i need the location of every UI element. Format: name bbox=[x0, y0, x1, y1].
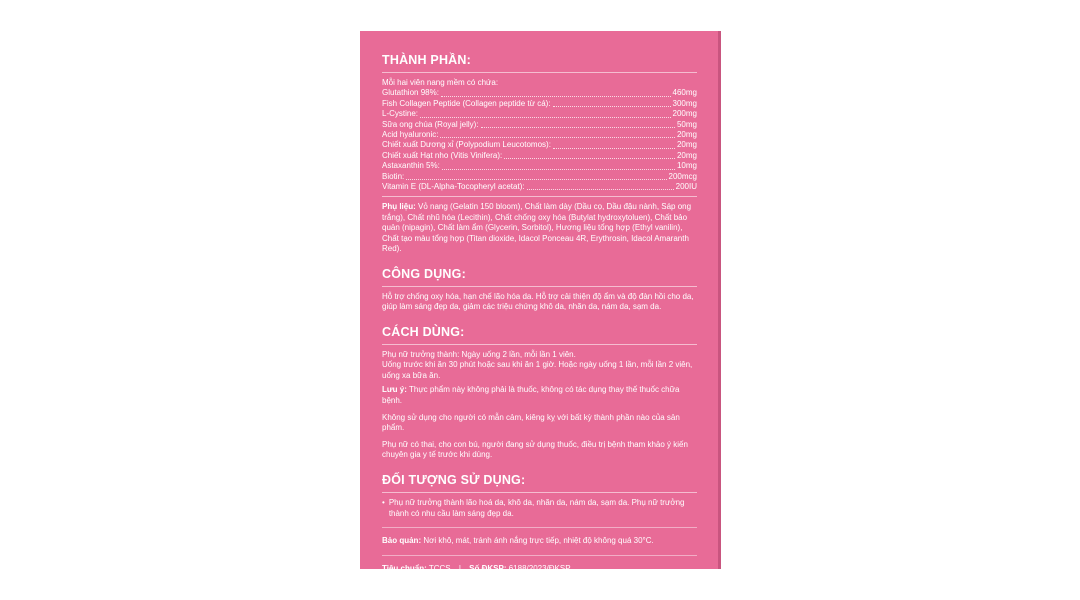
weight-line bbox=[382, 591, 697, 600]
standard-value: TCCS bbox=[428, 563, 451, 573]
registration-label: Số ĐKSP: bbox=[469, 563, 507, 573]
dot-leader bbox=[440, 137, 675, 138]
divider bbox=[382, 196, 697, 197]
target-section bbox=[382, 473, 697, 519]
target-item bbox=[382, 498, 697, 519]
directions-dose-2: Uống trước khi ăn 30 phút hoặc sau khi ăn 1 giờ. Hoặc ngày uống 1 lần, mỗi lần 2 viên, uống xa bữa ăn. bbox=[382, 360, 693, 380]
composition-title: THÀNH PHẦN: bbox=[382, 53, 471, 67]
directions-warning-1: Không sử dụng cho người có mẫn cảm, kiêng kỵ với bất kỳ thành phần nào của sản phẩm. bbox=[382, 412, 680, 433]
uses-title: CÔNG DỤNG: bbox=[382, 266, 466, 281]
ingredient-amount: 200IU bbox=[675, 182, 697, 192]
ingredient-colon: : bbox=[476, 119, 479, 129]
bullet-icon: • bbox=[382, 498, 385, 508]
ingredient-amount: 20mg bbox=[676, 130, 697, 140]
ingredient-colon: : bbox=[548, 140, 551, 150]
target-text: Phụ nữ trưởng thành lão hoá da, khô da, nhăn da, nám da, sạm da. Phụ nữ trưởng thành có nhu cầu làm sáng đẹp da. bbox=[388, 498, 685, 518]
ingredient-row bbox=[382, 151, 697, 161]
dot-leader bbox=[527, 189, 674, 190]
dot-leader bbox=[406, 179, 666, 180]
divider bbox=[382, 555, 697, 556]
ingredient-name: Glutathion 98% bbox=[382, 88, 437, 98]
dot-leader bbox=[553, 106, 671, 107]
weight-value: 1450 mg ± 7,5% bbox=[556, 591, 615, 600]
dot-leader bbox=[442, 169, 675, 170]
directions-dose-1: Phụ nữ trưởng thành: Ngày uống 2 lần, mỗi lần 1 viên. bbox=[382, 349, 576, 359]
ingredient-amount: 10mg bbox=[676, 161, 697, 171]
product-box-back bbox=[360, 31, 719, 600]
excipients-label: Phụ liệu: bbox=[382, 202, 416, 212]
divider bbox=[382, 286, 697, 287]
ingredient-row bbox=[382, 172, 697, 182]
ingredient-name: Fish Collagen Peptide (Collagen peptide từ cá) bbox=[382, 98, 549, 108]
standard-line bbox=[382, 564, 697, 575]
ingredient-colon: : bbox=[522, 182, 525, 192]
ingredient-name: Chiết xuất Dương xỉ (Polypodium Leucotomos) bbox=[382, 140, 549, 150]
directions-note bbox=[382, 385, 697, 406]
directions-warning-2: Phụ nữ có thai, cho con bú, người đang sử dụng thuốc, điều trị bệnh tham khảo ý kiến chuyên gia y tế trước khi dùng. bbox=[382, 439, 688, 460]
ingredient-name: Acid hyaluronic bbox=[382, 130, 437, 140]
dot-leader bbox=[420, 117, 671, 118]
note-text: Thực phẩm này không phải là thuốc, không có tác dụng thay thế thuốc chữa bệnh. bbox=[382, 385, 680, 406]
ingredient-colon: : bbox=[436, 88, 439, 98]
dot-leader bbox=[441, 96, 671, 97]
storage-label: Bảo quản: bbox=[382, 536, 422, 546]
storage-line bbox=[382, 536, 697, 547]
ingredient-colon: : bbox=[437, 161, 440, 171]
ingredient-list bbox=[382, 88, 697, 192]
ingredient-colon: : bbox=[548, 98, 551, 108]
divider bbox=[382, 72, 697, 73]
ingredient-amount: 20mg bbox=[676, 150, 697, 160]
divider bbox=[382, 344, 697, 345]
ingredient-amount: 200mg bbox=[672, 109, 697, 119]
ingredient-colon: : bbox=[436, 130, 439, 140]
ingredient-amount: 50mg bbox=[676, 119, 697, 129]
dot-leader bbox=[553, 148, 675, 149]
registration-value: 6188/2023/ĐKSP bbox=[508, 563, 571, 573]
ingredient-amount: 300mg bbox=[672, 98, 697, 108]
standard-label: Tiêu chuẩn: bbox=[382, 563, 427, 573]
ingredient-amount: 200mcg bbox=[668, 171, 697, 181]
storage-text: Nơi khô, mát, tránh ánh nắng trực tiếp, nhiệt độ không quá 30°C. bbox=[423, 536, 654, 546]
ingredient-row bbox=[382, 120, 697, 130]
ingredient-name: Chiết xuất Hạt nho (Vitis Vinifera) bbox=[382, 150, 500, 160]
target-title: ĐỐI TƯỢNG SỬ DỤNG: bbox=[382, 473, 526, 488]
ingredient-row bbox=[382, 109, 697, 119]
ingredient-row bbox=[382, 88, 697, 98]
ingredient-row bbox=[382, 140, 697, 150]
note-label: Lưu ý: bbox=[382, 385, 407, 395]
ingredient-name: Biotin bbox=[382, 171, 403, 181]
ingredient-amount: 20mg bbox=[676, 140, 697, 150]
box-edge-shadow bbox=[718, 31, 721, 569]
ingredient-name: Astaxanthin 5% bbox=[382, 161, 438, 171]
composition-section bbox=[382, 53, 697, 255]
ingredient-name: L-Cystine bbox=[382, 109, 416, 119]
divider bbox=[382, 582, 697, 583]
uses-section bbox=[382, 267, 697, 313]
divider bbox=[382, 492, 697, 493]
ingredient-colon: : bbox=[499, 150, 503, 160]
ingredient-row bbox=[382, 182, 697, 192]
ingredient-colon: : bbox=[402, 171, 405, 181]
dot-leader bbox=[504, 158, 675, 159]
ingredient-amount: 460mg bbox=[672, 88, 697, 98]
ingredient-name: Sữa ong chúa (Royal jelly) bbox=[382, 119, 477, 129]
standard-divider: | bbox=[458, 563, 461, 573]
composition-intro: Mỗi hai viên nang mềm có chứa: bbox=[382, 78, 499, 87]
directions-title: CÁCH DÙNG: bbox=[382, 324, 465, 339]
ingredient-row bbox=[382, 161, 697, 171]
dot-leader bbox=[481, 127, 675, 128]
uses-text: Hỗ trợ chống oxy hóa, hạn chế lão hóa da. Hỗ trợ cải thiện độ ẩm và độ đàn hồi cho da, giúp làm sáng đẹp da, giảm các triệu chứng khô da, nhăn da, nám da, sạm da. bbox=[382, 291, 694, 312]
ingredient-row bbox=[382, 99, 697, 109]
directions-section bbox=[382, 325, 697, 461]
excipients bbox=[382, 202, 697, 254]
ingredient-colon: : bbox=[415, 109, 419, 119]
divider bbox=[382, 527, 697, 528]
ingredient-name: Vitamin E (DL-Alpha-Tocopheryl acetat) bbox=[382, 182, 523, 192]
ingredient-row bbox=[382, 130, 697, 140]
weight-label: Khối lượng trung bình viên (tính cả vỏ nang): bbox=[382, 591, 555, 600]
excipients-text: Vỏ nang (Gelatin 150 bloom), Chất làm dày (Dầu cọ, Dầu đậu nành, Sáp ong trắng), Chất nhũ hóa (Lecithin), Chất chống oxy hóa (Butylat hydroxytoluen), Chất bảo quản (nipagin), Chất làm ẩm (Glycerin, Sorbitol), Hương liệu tổng hợp (Ethyl vanilin), Chất tạo màu tổng hợp (Titan dioxide, Idacol Ponceau 4R, Erythrosin, Idacol Amaranth Red). bbox=[382, 202, 692, 254]
